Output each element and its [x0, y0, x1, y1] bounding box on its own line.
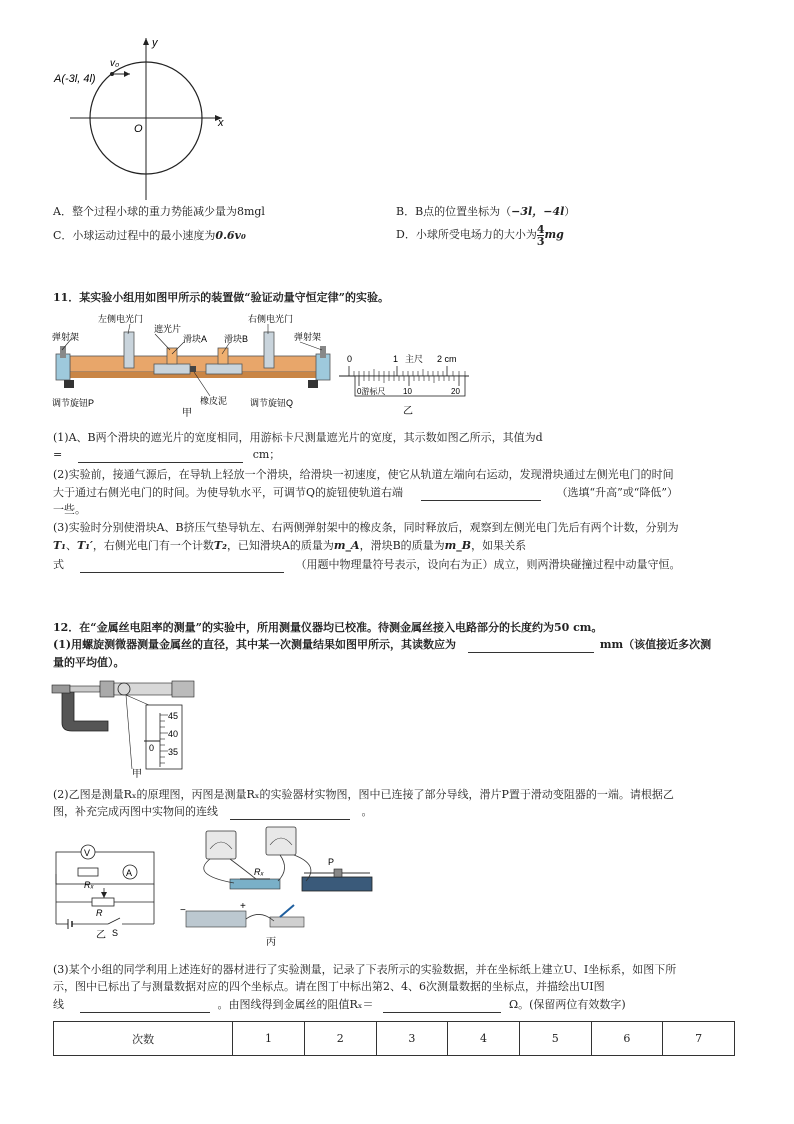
q11-p2-suffix: （选填“升高”或“降低”）	[556, 486, 679, 499]
right-gate-label: 右侧电光门	[248, 314, 294, 324]
point-a-label: A(-3l, 4l)	[54, 73, 96, 85]
q11-p3-answer-blank[interactable]	[80, 560, 284, 573]
circuit-rx-label: Rₓ	[84, 880, 94, 890]
q11-t1-prime: T₁′	[77, 539, 93, 552]
option-c-prefix: C．小球运动过程中的最小速度为	[53, 229, 216, 242]
option-d-denominator: 3	[536, 234, 545, 248]
q12-p1-line1	[53, 637, 711, 653]
q12-p1-suffix: mm（该值接近多次测	[599, 638, 712, 651]
apparatus-caption: 丙	[266, 937, 276, 948]
q12-p1-prefix: (1)用螺旋测微器测量金属丝的直径，其中某一次测量结果如图甲所示，其读数应为	[53, 638, 457, 651]
main-scale-label: 主尺	[405, 354, 424, 364]
circuit-a-label: A	[126, 868, 133, 878]
q12-p3-line3	[53, 997, 626, 1013]
option-b-prefix: B．B点的位置坐标为（	[396, 205, 512, 218]
table-cell: 4	[448, 1022, 520, 1056]
table-cell: 2	[304, 1022, 376, 1056]
micrometer-tick-45: 45	[168, 711, 179, 721]
q11-p3-suffix: （用题中物理量符号表示，设向右为正）成立，则两滑块碰撞过程中动量守恒。	[295, 558, 681, 571]
micrometer-caption: 甲	[132, 769, 142, 780]
vernier-caliper-figure	[335, 352, 475, 422]
table-cell: 3	[376, 1022, 448, 1056]
circle-axis-figure	[50, 30, 240, 210]
table-header-cell: 次数	[54, 1022, 233, 1056]
q12-p3-line1: (3)某个小组的同学利用上述连好的器材进行了实验测量，记录了下表所示的实验数据，并在坐标纸上建立U、I坐标系，如图下所	[53, 963, 677, 976]
main-tick-0: 0	[347, 354, 353, 364]
main-tick-2: 2 cm	[437, 354, 457, 364]
left-gate-label: 左侧电光门	[98, 314, 144, 324]
shade-label: 遮光片	[154, 324, 182, 334]
micrometer-figure	[48, 675, 208, 780]
q12-p2-line2	[53, 804, 373, 820]
q11-mid3: ，滑块B的质量为	[359, 539, 445, 552]
circuit-s-label: S	[112, 928, 119, 938]
q11-p2-answer-blank[interactable]	[421, 488, 541, 501]
q12-p3-rx-blank[interactable]	[383, 1000, 501, 1013]
q11-p2-line3: 一些。	[53, 503, 86, 516]
micrometer-tick-0: 0	[149, 743, 155, 753]
table-cell: 5	[519, 1022, 591, 1056]
q11-p1-line1: (1)A、B两个滑块的遮光片的宽度相同，用游标卡尺测量遮光片的宽度，其示数如图乙所示，其值为d	[53, 431, 543, 444]
slider-a-label: 滑块A	[183, 334, 208, 344]
knob-p-label: 调节旋钮P	[52, 398, 95, 408]
option-c	[53, 228, 246, 244]
q11-p3-line1: (3)实验时分别使滑块A、B挤压气垫导轨左、右两侧弹射架中的橡皮条，同时释放后，观察到左侧光电门先后有两个计数，分别为	[53, 521, 679, 534]
q11-p3-line2	[53, 538, 526, 554]
q11-p2-line2	[53, 485, 678, 501]
option-b-math: −3l，−4l	[511, 205, 565, 218]
q11-mb: m_B	[444, 539, 472, 552]
fig-yi-caption: 乙	[403, 406, 413, 417]
option-d-numerator: 4	[536, 222, 545, 236]
q12-p3-prefix: 线	[53, 998, 64, 1011]
q11-end: ，如果关系	[471, 539, 527, 552]
apparatus-minus-label: −	[180, 905, 186, 916]
rubber-label: 橡皮泥	[200, 396, 228, 406]
q12-p3-line2: 示，图中已标出了与测量数据对应的四个坐标点。请在图丁中标出第2、4、6次测量数据的坐标点，并描绘出UI图	[53, 980, 605, 993]
air-track-figure	[50, 310, 335, 420]
q12-title: 12．在“金属丝电阻率的测量”的实验中，所用测量仪器均已校准。待测金属丝接入电路部分的长度约为50 cm。	[53, 621, 603, 634]
origin-label: O	[134, 123, 143, 135]
option-b	[396, 204, 575, 220]
q11-title: 11．某实验小组用如图甲所示的装置做“验证动量守恒定律”的实验。	[53, 291, 389, 304]
vernier-10-label: 10	[403, 387, 412, 396]
q12-p2-prefix: 图，补充完成丙图中实物间的连线	[53, 805, 218, 818]
main-tick-1: 1	[393, 354, 399, 364]
circuit-diagram-figure	[48, 840, 163, 940]
q11-sep1: 、	[66, 539, 78, 552]
q11-p1-eq: =	[53, 448, 63, 461]
circuit-caption: 乙	[96, 930, 106, 940]
q11-p1-answer-blank[interactable]	[78, 450, 243, 463]
q12-p3-graph-blank[interactable]	[80, 1000, 210, 1013]
vernier-20-label: 20	[451, 387, 460, 396]
apparatus-p-label: P	[328, 857, 335, 867]
q11-p3-line3	[53, 557, 681, 573]
axis-x-label: x	[218, 117, 224, 129]
q11-p1-unit: cm；	[252, 448, 281, 461]
micrometer-tick-35: 35	[168, 747, 179, 757]
data-table	[53, 1021, 735, 1056]
apparatus-plus-label: +	[240, 901, 246, 912]
q11-p3-prefix: 式	[53, 558, 64, 571]
circuit-r-label: R	[96, 908, 103, 918]
slider-b-label: 滑块B	[224, 334, 249, 344]
knob-q-label: 调节旋钮Q	[250, 398, 294, 408]
q12-p2-line1: (2)乙图是测量Rₓ的原理图，丙图是测量Rₓ的实验器材实物图，图中已连接了部分导线，滑片P置于滑动变阻器的一端。请根据乙	[53, 788, 674, 801]
option-a: A．整个过程小球的重力势能减少量为8mgl	[53, 205, 265, 218]
q12-p2-answer-blank[interactable]	[230, 807, 350, 820]
micrometer-tick-40: 40	[168, 729, 179, 739]
q12-p3-mid: 。由图线得到金属丝的阻值Rₓ＝	[217, 998, 374, 1011]
option-d	[396, 222, 564, 248]
table-row	[54, 1022, 735, 1056]
option-d-prefix: D．小球所受电场力的大小为	[396, 228, 537, 241]
q11-mid2: ，已知滑块A的质量为	[226, 539, 334, 552]
circuit-v-label: V	[84, 848, 91, 858]
q12-p3-suffix: Ω。(保留两位有效数字)	[508, 998, 626, 1011]
q11-t1: T₁	[53, 539, 67, 552]
option-d-suffix: mg	[544, 228, 564, 241]
fig-jia-caption: 甲	[182, 408, 192, 419]
launcher-right-label: 弹射架	[294, 332, 322, 342]
launcher-left-label: 弹射架	[52, 332, 80, 342]
q12-p1-answer-blank[interactable]	[468, 640, 594, 653]
table-cell: 7	[663, 1022, 735, 1056]
q11-p2-line1: (2)实验前，接通气源后，在导轨上轻放一个滑块，给滑块一初速度，使它从轨道左端向右运动，发现滑块通过左侧光电门的时间	[53, 468, 674, 481]
q11-t2: T₂	[213, 539, 227, 552]
vernier-0-label: 0游标尺	[357, 387, 386, 396]
option-b-suffix: ）	[564, 205, 576, 218]
option-c-math: 0.6v₀	[215, 229, 246, 242]
q11-ma: m_A	[333, 539, 360, 552]
apparatus-rx-label: Rₓ	[254, 867, 264, 877]
q11-p1-line2	[53, 447, 280, 463]
q11-p2-prefix: 大于通过右侧光电门的时间。为使导轨水平，可调节Q的旋钮使轨道右端	[53, 486, 404, 499]
v0-label: v₀	[110, 58, 120, 69]
table-cell: 6	[591, 1022, 663, 1056]
axis-y-label: y	[152, 37, 158, 49]
q11-mid: ，右侧光电门有一个计数	[92, 539, 214, 552]
table-cell: 1	[233, 1022, 305, 1056]
q12-p1-line2: 量的平均值）。	[53, 656, 125, 669]
q12-p2-suffix: 。	[361, 805, 373, 818]
apparatus-figure	[170, 825, 385, 950]
